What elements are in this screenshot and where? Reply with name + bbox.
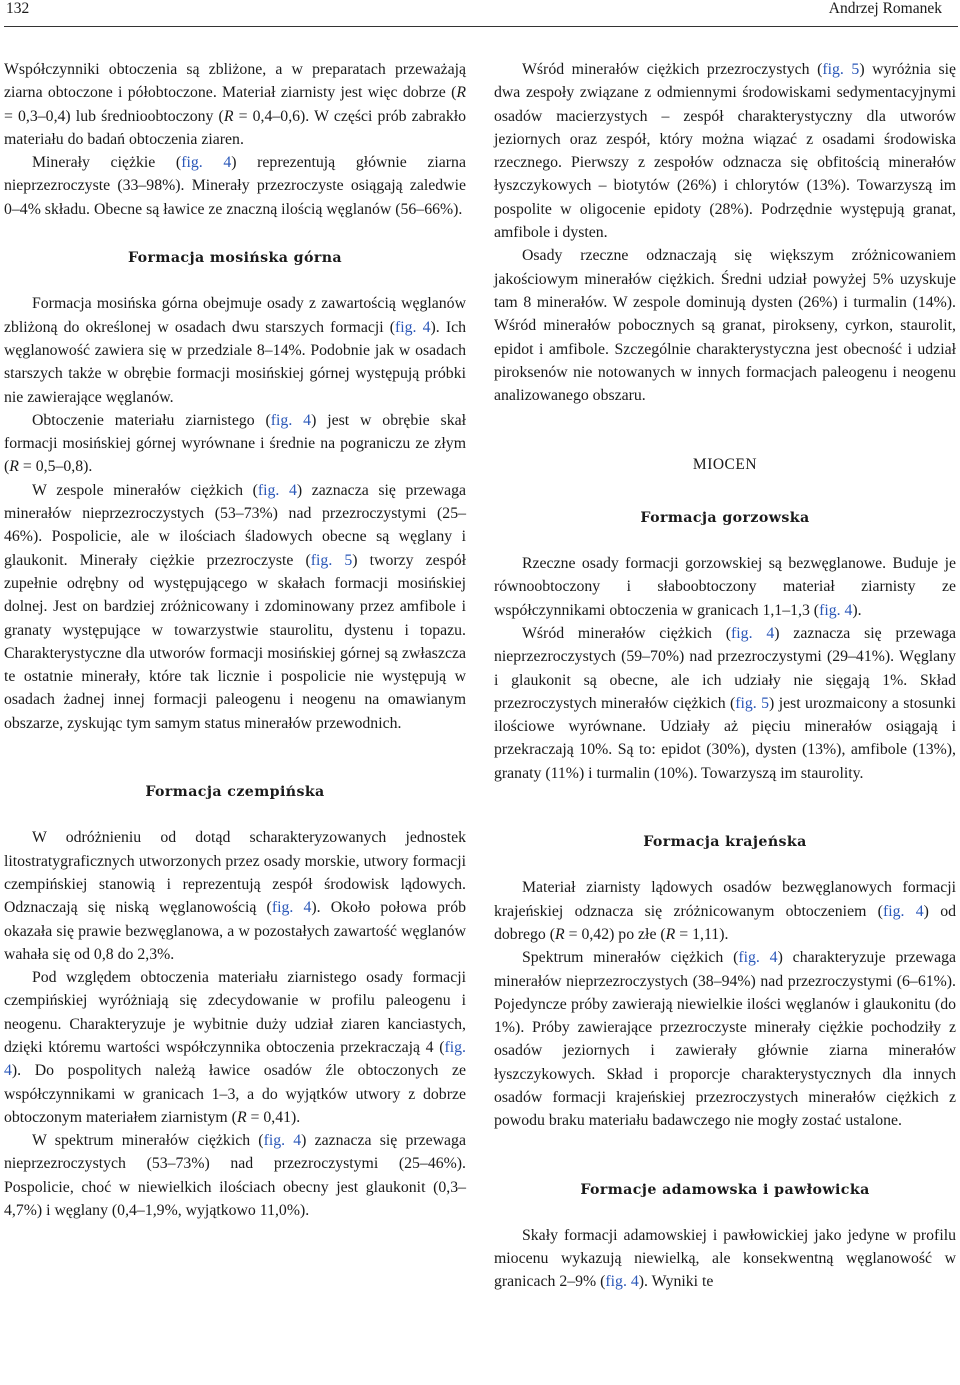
right-paragraph-3: Rzeczne osady formacji gorzowskiej są bezwęglanowe. Buduje je równoobtoczony i słaboobtoczony materiał ziarnisty ze współczynnikami obtoczenia w granicach 1,1–1,3 (fig. 4). <box>494 555 956 619</box>
page-number: 132 <box>6 0 30 17</box>
section-heading: Formacje adamowska i pawłowicka <box>580 1181 870 1198</box>
right-paragraph-4: Wśród minerałów ciężkich (fig. 4) zaznacza się przewaga nieprzezroczystych (59–70%) nad przezroczystymi (29–41%). Węglany i glaukonit są obecne, ale ich udziały nie sięgają 1%. Skład przezroczystych minerałów ciężkich (fig. 5) jest urozmaicony a stosunki ilościowe wyrównane. Udziały aż pięciu minerałów osiągają i przekraczają 10%. Są to: epidot (30%), dysten (13%), amfibole (13%), granaty (11%) i turmalin (10%). Towarzyszą im staurolity. <box>494 624 956 782</box>
figure-reference[interactable]: fig. 4 <box>882 902 924 920</box>
figure-reference[interactable]: fig. 4 <box>263 1132 302 1150</box>
right-paragraph-2: Osady rzeczne odznaczają się większym zróżnicowaniem jakościowym minerałów ciężkich. Średni udział powyżej 5% uzyskuje tam 8 minerałów. W zespole dominują dysten (26%) i turmalin (14%). Wśród minerałów pobocznych są granat, pirokseny, cyrkon, staurolit, epidot i amfibole. Szczególnie charakterystyczna jest obecność i udział piroksenów nie notowanych w innych formacjach paleogenu i neogenu analizowanego obszaru. <box>494 247 956 405</box>
figure-reference[interactable]: fig. 4 <box>394 318 431 336</box>
section-heading: Formacja czempińska <box>145 784 325 801</box>
figure-reference[interactable]: fig. 4 <box>738 949 778 967</box>
figure-reference[interactable]: fig. 5 <box>735 694 770 712</box>
left-paragraph-3: Formacja mosińska górna obejmuje osady z zawartością węglanów zbliżoną do określonej w osadach dwu starszych formacji (fig. 4). Ich węglanowość zawiera się w przedziale 8–14%. Podobnie jak w osadach starszych także w obrębie formacji mosińskiej górnej występują próbki nie zawierające węglanów. <box>4 295 466 406</box>
figure-reference[interactable]: fig. 5 <box>822 61 860 78</box>
right-paragraph-1: Wśród minerałów ciężkich przezroczystych (fig. 5) wyróżnia się dwa zespoły związane z odmiennymi środowiskami sedymentacyjnymi osadów macierzystych – zespół charakterystyczny dla utworów jeziornych oraz zespół, który można wiązać z osadami środowiska rzecznego. Pierwszy z zespołów odznacza się obfitością minerałów łyszczykowych – biotytów (26%) i chlorytów (13%). Towarzyszą im pospolite w oligocenie epidoty (28%). Podrzędnie występują granat, amfibole i dysten. <box>494 61 956 242</box>
right-paragraph-5: Materiał ziarnisty lądowych osadów bezwęglanowych formacji krajeńskiej odznacza się zróżnicowanym obtoczeniem (fig. 4) od dobrego (R = 0,42) po złe (R = 1,11). <box>494 879 956 943</box>
header-rule <box>4 26 958 27</box>
right-paragraph-7: Skały formacji adamowskiej i pawłowickiej jako jedyne w profilu miocenu wykazują niewielką, ale konsekwentną węglanowość w granicach 2–9% (fig. 4). Wyniki te <box>494 1226 956 1291</box>
figure-reference[interactable]: fig. 4 <box>270 411 312 429</box>
figure-reference[interactable]: fig. 4 <box>731 624 775 642</box>
right-column <box>494 58 956 1294</box>
left-paragraph-7: Pod względem obtoczenia materiału ziarnistego osady formacji czempińskiej wyróżniają się zdecydowanie w profilu paleogenu i neogenu. Charakteryzuje je wybitnie duży udział ziaren kanciastych, dzięki któremu wartości współczynnika obtoczenia przekraczają 4 (fig. 4). Do pospolitych należą ławice osadów źle obtoczonych ze współczynnikami w granicach 1–3, a do wyjątków utwory z dobrze obtoczonym materiałem ziarnistym (R = 0,41). <box>4 969 466 1126</box>
section-heading: Formacja krajeńska <box>643 834 807 851</box>
left-paragraph-8: W spektrum minerałów ciężkich (fig. 4) zaznacza się przewaga nieprzezroczystych (53–73%) nad przezroczystymi (25–46%). Pospolicie, choć w niewielkich ilościach obecny jest glaukonit (0,3–4,7%) i węglany (0,4–1,9%, wyjątkowo 11,0%). <box>4 1132 466 1220</box>
left-column <box>4 58 466 1222</box>
figure-reference[interactable]: fig. 4 <box>271 899 312 917</box>
left-paragraph-1: Współczynniki obtoczenia są zbliżone, a w preparatach przeważają ziarna obtoczone i półobtoczone. Materiał ziarnisty jest więc dobrze (R = 0,3–0,4) lub średnioobtoczony (R = 0,4–0,6). W części prób zabrakło materiału do badań obtoczenia ziaren. <box>4 61 467 148</box>
left-paragraph-2: Minerały ciężkie (fig. 4) reprezentują głównie ziarna nieprzezroczyste (33–98%). Minerały przezroczyste osiągają zaledwie 0–4% składu. Obecne są ławice ze znaczną ilością węglanów (56–66%). <box>4 154 466 218</box>
running-author: Andrzej Romanek <box>828 0 942 17</box>
figure-reference[interactable]: fig. 5 <box>310 551 353 569</box>
left-paragraph-6: W odróżnieniu od dotąd scharakteryzowanych jednostek litostratygraficznych utworzonych przez osady morskie, utwory formacji czempińskiej stanowią i reprezentują zespół środowisk lądowych. Odznaczają się niską węglanowością (fig. 4). Około połowa prób okazała się prawie bezwęglanowa, a w pozostałych zawartość węglanów wahała się od 0,8 do 2,3%. <box>4 829 466 963</box>
section-heading: Formacja mosińska górna <box>127 250 343 267</box>
running-header <box>0 0 960 26</box>
figure-reference[interactable]: fig. 4 <box>181 154 232 172</box>
left-paragraph-4: Obtoczenie materiału ziarnistego (fig. 4) jest w obrębie skał formacji mosińskiej górnej wyrównane i średnie na pograniczu ze złym (R = 0,5–0,8). <box>4 411 466 476</box>
era-heading: MIOCEN <box>692 456 758 474</box>
right-paragraph-6: Spektrum minerałów ciężkich (fig. 4) charakteryzuje przewaga minerałów nieprzezroczystych (38–94%) nad przezroczystymi (6–61%). Pojedyncze próby zawierają niewielkie ilości węglanów i glaukonitu (do 1%). Próby zawierające przezroczyste minerały ciężkie pochodziły z osadów jeziornych i zawierały głównie ziarna minerałów łyszczykowych. Skład i proporcje charakterystycznych dla innych osadów formacji krajeńskiej przezroczystych minerałów ciężkich z powodu braku materiału badawczego nie mogły zostać ustalone. <box>494 949 956 1130</box>
left-paragraph-5: W zespole minerałów ciężkich (fig. 4) zaznacza się przewaga minerałów nieprzezroczystych (53–73%) nad przezroczystymi (25–46%). Pospolicie, ale w ilościach śladowych obecne są węglany i glaukonit. Minerały ciężkie przezroczyste (fig. 5) tworzy zespół zupełnie odrębny od występującego w skałach formacji mosińskiej dolnej. Jest on bardziej zróżnicowany i zdominowany przez amfibole i granaty występujące w towarzystwie staurolitu, dystenu i topazu. Charakterystyczne dla utworów formacji mosińskiej górnej są zwłaszcza te ostatnie minerały, które tak licznie i pospolicie nie występują w osadach żadnej innej formacji paleogenu i neogenu na omawianym obszarze, zyskując tym samym status minerałów przewodnich. <box>4 481 466 732</box>
figure-reference[interactable]: fig. 4 <box>4 1038 466 1080</box>
figure-reference[interactable]: fig. 4 <box>605 1273 639 1291</box>
figure-reference[interactable]: fig. 4 <box>257 481 297 499</box>
figure-reference[interactable]: fig. 4 <box>819 601 853 619</box>
section-heading: Formacja gorzowska <box>640 509 810 526</box>
